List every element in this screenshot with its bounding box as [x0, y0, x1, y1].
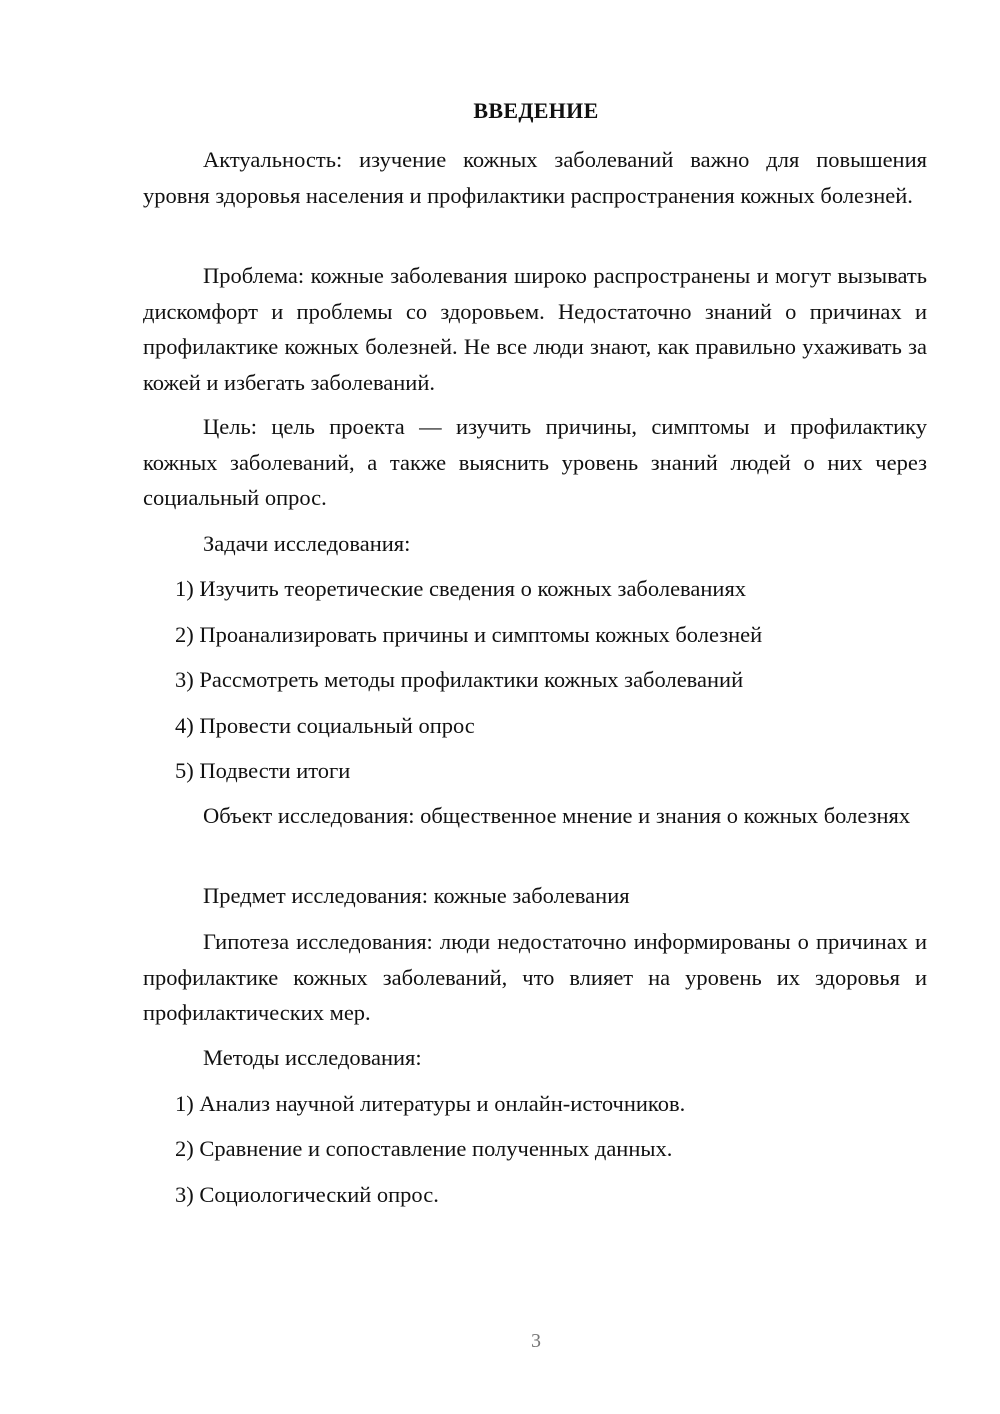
problem-paragraph: Проблема: кожные заболевания широко распространены и могут вызывать дискомфорт и проблемы со здоровьем. Недостаточно знаний о причинах и профилактике кожных болезней. Не все люди знают, как правильно ухаживать за кожей и избегать заболеваний. [143, 263, 927, 395]
task-item: 1) Изучить теоретические сведения о кожных заболеваниях [175, 576, 747, 601]
method-item: 2) Сравнение и сопоставление полученных данных. [175, 1136, 673, 1161]
hypothesis-paragraph: Гипотеза исследования: люди недостаточно информированы о причинах и профилактике кожных заболеваний, что влияет на уровень их здоровья и профилактических мер. [143, 929, 927, 1025]
task-item: 4) Провести социальный опрос [175, 713, 475, 738]
page-title: ВВЕДЕНИЕ [473, 98, 599, 123]
task-item: 3) Рассмотреть методы профилактики кожных заболеваний [175, 667, 744, 692]
method-item: 3) Социологический опрос. [175, 1182, 439, 1207]
relevance-paragraph: Актуальность: изучение кожных заболеваний важно для повышения уровня здоровья населения и профилактики распространения кожных болезней. [143, 147, 927, 208]
goal-paragraph: Цель: цель проекта — изучить причины, симптомы и профилактику кожных заболеваний, а также выяснить уровень знаний людей о них через социальный опрос. [143, 414, 927, 510]
object-paragraph: Объект исследования: общественное мнение и знания о кожных болезнях [203, 803, 911, 828]
page-number: 3 [531, 1330, 541, 1352]
methods-heading: Методы исследования: [203, 1045, 422, 1070]
task-item: 5) Подвести итоги [175, 758, 351, 783]
tasks-heading: Задачи исследования: [203, 531, 411, 556]
subject-paragraph: Предмет исследования: кожные заболевания [203, 883, 630, 908]
task-item: 2) Проанализировать причины и симптомы кожных болезней [175, 622, 763, 647]
method-item: 1) Анализ научной литературы и онлайн-источников. [175, 1091, 686, 1116]
